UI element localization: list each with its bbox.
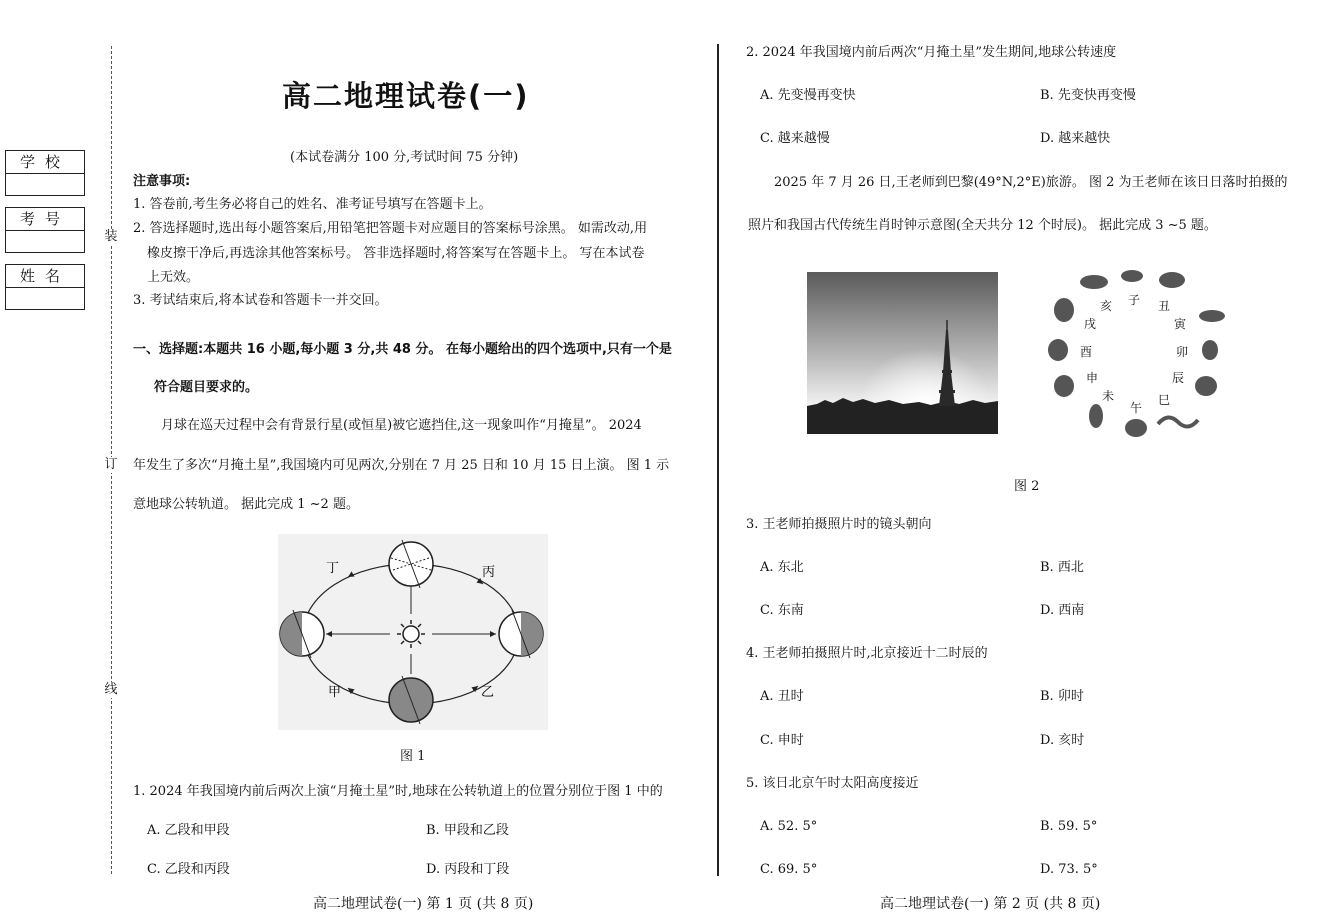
zodiac-chen: 辰	[1172, 371, 1185, 385]
q5-option-c[interactable]: C. 69. 5°	[760, 862, 818, 877]
dog-icon	[1054, 298, 1074, 322]
snake-icon	[1158, 417, 1198, 426]
zodiac-hai: 亥	[1100, 299, 1113, 313]
zodiac-si: 巳	[1158, 393, 1171, 407]
q5-option-b[interactable]: B. 59. 5°	[1040, 819, 1098, 834]
q5-option-d[interactable]: D. 73. 5°	[1040, 862, 1098, 877]
zodiac-yin: 寅	[1174, 317, 1187, 331]
name-label: 姓名	[5, 264, 85, 288]
passage-1-line-3: 意地球公转轨道。 据此完成 1 ~2 题。	[133, 497, 359, 512]
zodiac-wei: 未	[1102, 389, 1115, 403]
exam-number-label: 考号	[5, 207, 85, 231]
q1-stem: 1. 2024 年我国境内前后两次上演“月掩土星”时,地球在公转轨道上的位置分别位于图 1 中的	[133, 784, 663, 799]
figure-2-caption: 图 2	[1014, 479, 1040, 494]
note-item-3: 3. 考试结束后,将本试卷和答题卡一并交回。	[133, 293, 388, 308]
q2-option-a[interactable]: A. 先变慢再变快	[760, 88, 856, 103]
q3-stem: 3. 王老师拍摄照片时的镜头朝向	[746, 517, 932, 532]
q4-option-c[interactable]: C. 申时	[760, 733, 804, 748]
passage-2-line-1: 2025 年 7 月 26 日,王老师到巴黎(49°N,2°E)旅游。 图 2 为王老师在该日日落时拍摄的	[774, 175, 1288, 190]
monkey-icon	[1054, 375, 1074, 397]
q4-option-b[interactable]: B. 卯时	[1040, 689, 1084, 704]
q3-option-d[interactable]: D. 西南	[1040, 603, 1085, 618]
rooster-icon	[1048, 339, 1068, 361]
q5-stem: 5. 该日北京午时太阳高度接近	[746, 776, 919, 791]
passage-1-line-2: 年发生了多次“月掩土星”,我国境内可见两次,分别在 7 月 25 日和 10 月 15 日上演。 图 1 示	[133, 458, 670, 473]
earth-left-icon	[280, 610, 324, 658]
sun-icon	[397, 620, 425, 648]
column-divider	[717, 44, 719, 876]
passage-2-line-2: 照片和我国古代传统生肖时钟示意图(全天共分 12 个时辰)。 据此完成 3 ~5 题。	[748, 218, 1217, 233]
school-field[interactable]	[5, 173, 85, 196]
q2-option-c[interactable]: C. 越来越慢	[760, 131, 830, 146]
q3-option-c[interactable]: C. 东南	[760, 603, 804, 618]
footer-left: 高二地理试卷(一) 第 1 页 (共 8 页)	[313, 896, 534, 912]
dragon-icon	[1195, 376, 1217, 396]
q5-option-a[interactable]: A. 52. 5°	[760, 819, 818, 834]
page-title: 高二地理试卷(一)	[282, 79, 530, 113]
section-heading-line-2: 符合题目要求的。	[154, 380, 259, 395]
q1-option-b[interactable]: B. 甲段和乙段	[426, 823, 509, 838]
zodiac-wu: 午	[1130, 401, 1143, 415]
section-heading-line-1: 一、选择题:本题共 16 小题,每小题 3 分,共 48 分。 在每小题给出的四个选项中,只有一个是	[133, 342, 672, 357]
footer-right: 高二地理试卷(一) 第 2 页 (共 8 页)	[880, 896, 1101, 912]
q4-option-a[interactable]: A. 丑时	[760, 689, 804, 704]
q1-option-d[interactable]: D. 丙段和丁段	[426, 862, 510, 877]
eiffel-sunset-photo	[807, 272, 998, 434]
rat-icon	[1121, 270, 1143, 282]
figure-1	[278, 534, 548, 730]
q3-option-b[interactable]: B. 西北	[1040, 560, 1084, 575]
exam-number-field[interactable]	[5, 230, 85, 253]
earth-bottom-icon	[389, 676, 433, 724]
zodiac-zi: 子	[1128, 293, 1141, 307]
zodiac-chou: 丑	[1158, 299, 1171, 313]
figure-1-caption: 图 1	[400, 749, 426, 764]
zodiac-xu: 戌	[1084, 317, 1097, 331]
name-field[interactable]	[5, 287, 85, 310]
notes-heading: 注意事项:	[133, 174, 191, 189]
ox-icon	[1159, 272, 1185, 288]
q3-option-a[interactable]: A. 东北	[760, 560, 804, 575]
exam-subtitle: (本试卷满分 100 分,考试时间 75 分钟)	[290, 150, 519, 165]
school-label: 学校	[5, 150, 85, 174]
goat-icon	[1089, 404, 1103, 428]
q2-option-b[interactable]: B. 先变快再变慢	[1040, 88, 1136, 103]
rabbit-icon	[1202, 340, 1218, 360]
label-bing: 丙	[482, 565, 496, 580]
q2-option-d[interactable]: D. 越来越快	[1040, 131, 1111, 146]
q4-stem: 4. 王老师拍摄照片时,北京接近十二时辰的	[746, 646, 988, 661]
note-item-2-line-1: 2. 答选择题时,选出每小题答案后,用铅笔把答题卡对应题目的答案标号涂黑。 如需改动,用	[133, 221, 648, 236]
q4-option-d[interactable]: D. 亥时	[1040, 733, 1085, 748]
note-item-1: 1. 答卷前,考生务必将自己的姓名、准考证号填写在答题卡上。	[133, 197, 492, 212]
label-ding: 丁	[326, 561, 340, 576]
horse-icon	[1125, 419, 1147, 437]
q1-option-a[interactable]: A. 乙段和甲段	[147, 823, 230, 838]
zodiac-mao: 卯	[1176, 345, 1189, 359]
note-item-2-line-3: 上无效。	[147, 270, 200, 285]
pig-icon	[1080, 275, 1108, 289]
tiger-icon	[1199, 310, 1225, 322]
note-item-2-line-2: 橡皮擦干净后,再选涂其他答案标号。 答非选择题时,将答案写在答题卡上。 写在本试卷	[147, 246, 645, 261]
binding-char-zhuang: 装	[104, 229, 118, 244]
binding-char-ding: 订	[104, 457, 118, 472]
earth-right-icon	[499, 610, 543, 658]
label-yi: 乙	[481, 685, 495, 700]
orbit-diagram	[278, 534, 548, 730]
passage-1-line-1: 月球在巡天过程中会有背景行星(或恒星)被它遮挡住,这一现象叫作“月掩星”。 2024	[161, 418, 642, 433]
label-jia: 甲	[328, 685, 342, 700]
zodiac-clock	[1040, 262, 1250, 448]
q1-option-c[interactable]: C. 乙段和丙段	[147, 862, 230, 877]
zodiac-you: 酉	[1080, 345, 1093, 359]
zodiac-shen: 申	[1086, 371, 1099, 385]
binding-char-xian: 线	[104, 682, 118, 697]
earth-top-icon	[389, 540, 433, 588]
q2-stem: 2. 2024 年我国境内前后两次“月掩土星”发生期间,地球公转速度	[746, 45, 1117, 60]
